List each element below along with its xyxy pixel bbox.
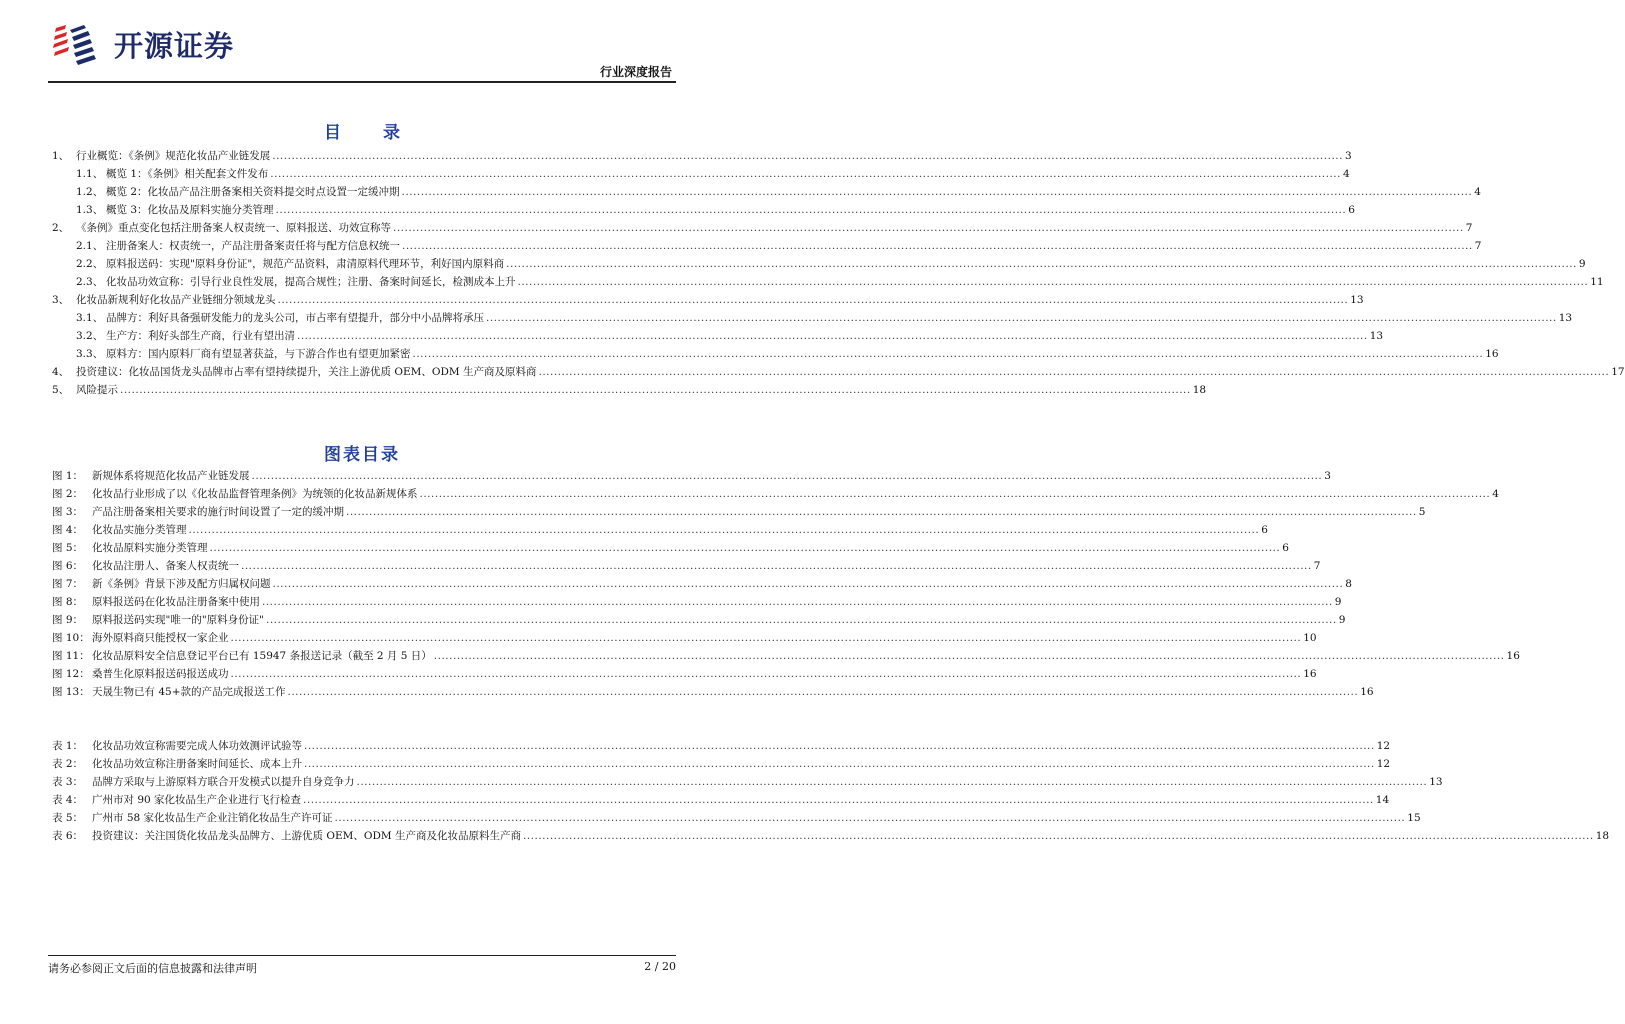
header-divider: [48, 81, 676, 83]
table-entry[interactable]: 表 4： 广州市对 90 家化妆品生产企业进行飞行检查 ..... 14: [52, 792, 672, 809]
figure-entry[interactable]: 图 4： 化妆品实施分类管理 ..... 6: [52, 522, 672, 539]
toc-entry[interactable]: 1.1、 概览 1：《条例》相关配套文件发布 ..... 4: [52, 166, 672, 183]
page-indicator: 2 / 20: [644, 960, 676, 973]
brand-logo: [52, 22, 234, 66]
table-entry[interactable]: 表 5： 广州市 58 家化妆品生产企业注销化妆品生产许可证 ..... 15: [52, 810, 672, 827]
toc-entry[interactable]: 1、 行业概览：《条例》规范化妆品产业链发展 ..... 3: [52, 148, 672, 165]
figure-entry[interactable]: 图 6： 化妆品注册人、备案人权责统一 ..... 7: [52, 558, 672, 575]
figure-entry[interactable]: 图 5： 化妆品原料实施分类管理 ..... 6: [52, 540, 672, 557]
brand-name: 开源证券: [114, 28, 235, 63]
toc-entry[interactable]: 5、 风险提示 ..... 18: [52, 382, 672, 399]
toc-entry[interactable]: 1.3、 概览 3：化妆品及原料实施分类管理 ..... 6: [52, 202, 672, 219]
figure-entry[interactable]: 图 1： 新规体系将规范化妆品产业链发展 ..... 3: [52, 468, 672, 485]
toc-entry[interactable]: 2、 《条例》重点变化包括注册备案人权责统一、原料报送、功效宣称等 ..... 7: [52, 220, 672, 237]
table-entry[interactable]: 表 6： 投资建议：关注国货化妆品龙头品牌方、上游优质 OEM、ODM 生产商及化妆品原料生产商 ..... 18: [52, 828, 672, 845]
toc-list: [52, 148, 1625, 408]
toc-entry[interactable]: 1.2、 概览 2：化妆品产品注册备案相关资料提交时点设置一定缓冲期 ..... 4: [52, 184, 672, 201]
toc-entry[interactable]: 2.2、 原料报送码：实现"原料身份证"，规范产品资料，肃清原料代理环节，利好国内原料商 ..... 9: [52, 256, 672, 273]
figure-entry[interactable]: 图 10： 海外原料商只能授权一家企业 ..... 10: [52, 630, 672, 647]
toc-entry[interactable]: 3.1、 品牌方：利好具备强研发能力的龙头公司，市占率有望提升，部分中小品牌将承压 ..... 13: [52, 310, 672, 327]
figure-entry[interactable]: 图 12： 桑普生化原料报送码报送成功 ..... 16: [52, 666, 672, 683]
footer-disclaimer: 请务必参阅正文后面的信息披露和法律声明: [48, 962, 257, 975]
footer-divider: [48, 955, 676, 956]
table-entry[interactable]: 表 2： 化妆品功效宣称注册备案时间延长、成本上升 ..... 12: [52, 756, 672, 773]
figure-entry[interactable]: 图 3： 产品注册备案相关要求的施行时间设置了一定的缓冲期 ..... 5: [52, 504, 672, 521]
toc-title: 目 录: [324, 123, 418, 143]
table-entry[interactable]: 表 3： 品牌方采取与上游原料方联合开发模式以提升自身竞争力 ..... 13: [52, 774, 672, 791]
figure-entry[interactable]: 图 13： 天晟生物已有 45+款的产品完成报送工作 ..... 16: [52, 684, 672, 701]
figure-entry[interactable]: 图 9： 原料报送码实现"唯一的"原料身份证" ..... 9: [52, 612, 672, 629]
toc-entry[interactable]: 3、 化妆品新规利好化妆品产业链细分领域龙头 ..... 13: [52, 292, 672, 309]
figure-entry[interactable]: 图 7： 新《条例》背景下涉及配方归属权问题 ..... 8: [52, 576, 672, 593]
figure-list: [52, 468, 1520, 708]
figure-entry[interactable]: 图 11： 化妆品原料安全信息登记平台已有 15947 条报送记录（截至 2 月 5 日） ..... 16: [52, 648, 672, 665]
table-entry[interactable]: 表 1： 化妆品功效宣称需要完成人体功效测评试验等 ..... 12: [52, 738, 672, 755]
figure-entry[interactable]: 图 2： 化妆品行业形成了以《化妆品监督管理条例》为统领的化妆品新规体系 ..... 4: [52, 486, 672, 503]
toc-entry[interactable]: 3.3、 原料方：国内原料厂商有望显著获益，与下游合作也有望更加紧密 ..... 16: [52, 346, 672, 363]
toc-entry[interactable]: 2.3、 化妆品功效宣称：引导行业良性发展，提高合规性；注册、备案时间延长，检测成本上升 ..... 11: [52, 274, 672, 291]
toc-entry[interactable]: 3.2、 生产方：利好头部生产商，行业有望出清 ..... 13: [52, 328, 672, 345]
brand-mark-icon: [52, 22, 110, 66]
figure-list-title: 图表目录: [324, 445, 400, 465]
table-list: [52, 738, 1610, 848]
toc-entry[interactable]: 4、 投资建议：化妆品国货龙头品牌市占率有望持续提升，关注上游优质 OEM、ODM 生产商及原料商 ..... 17: [52, 364, 672, 381]
toc-entry[interactable]: 2.1、 注册备案人：权责统一，产品注册备案责任将与配方信息权统一 ..... 7: [52, 238, 672, 255]
document-type-label: 行业深度报告: [599, 65, 672, 79]
figure-entry[interactable]: 图 8： 原料报送码在化妆品注册备案中使用 ..... 9: [52, 594, 672, 611]
